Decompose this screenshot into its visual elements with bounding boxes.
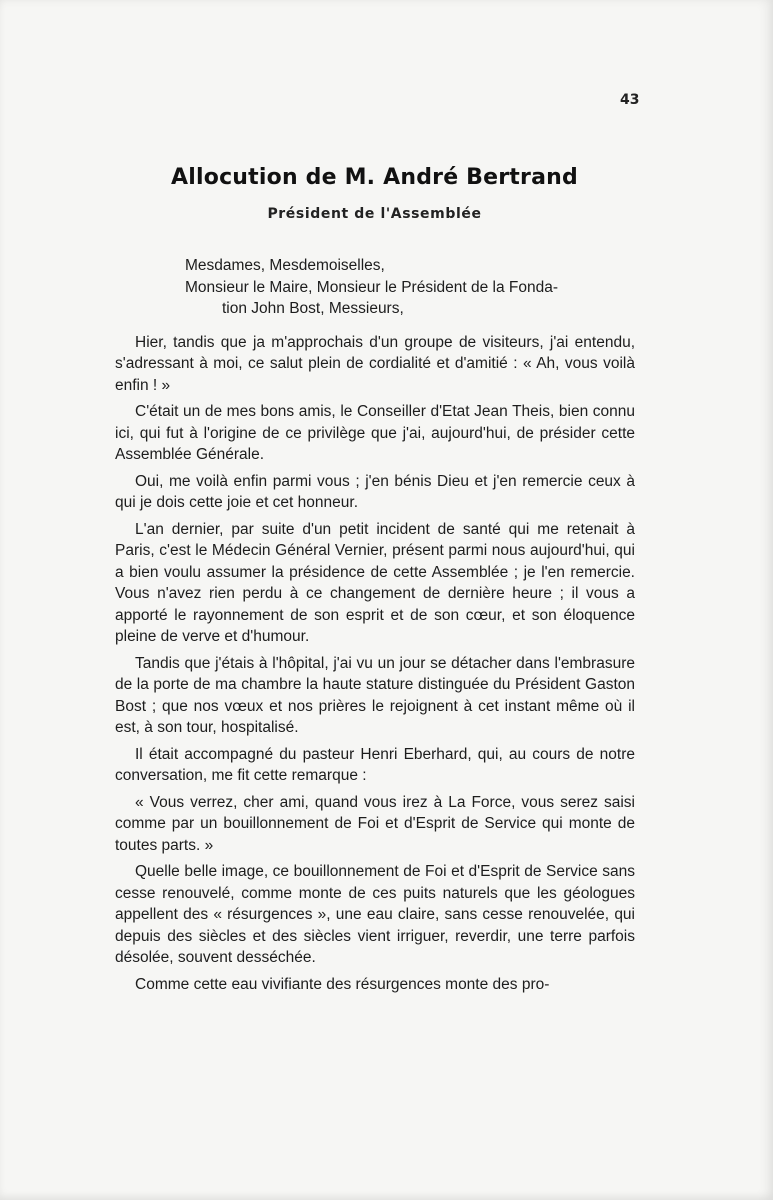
quote-paragraph: « Vous verrez, cher ami, quand vous irez à La Force, vous serez saisi comme par un bouillonnement de Foi et d'Esprit de Service qui monte de toutes parts. »: [115, 793, 635, 854]
salutation-line: Monsieur le Maire, Monsieur le Président de la Fonda-: [185, 278, 559, 296]
page-subtitle: Président de l'Assemblée: [267, 206, 482, 222]
salutation-line: tion John Bost, Messieurs,: [222, 300, 404, 317]
page-number: 43: [620, 92, 640, 108]
page-title: Allocution de M. André Bertrand: [171, 165, 578, 190]
salutation-line: Mesdames, Mesdemoiselles,: [185, 257, 385, 274]
paragraph: C'était un de mes bons amis, le Conseiller d'Etat Jean Theis, bien connu ici, qui fut à l'origine de ce privilège que j'ai, aujourd'hui, de présider cette Assemblée Générale.: [115, 403, 635, 463]
paragraph: Oui, me voilà enfin parmi vous ; j'en bénis Dieu et j'en remercie ceux à qui je dois cette joie et cet honneur.: [115, 472, 635, 511]
salutation: [115, 255, 635, 320]
paragraph: Il était accompagné du pasteur Henri Eberhard, qui, au cours de notre conversation, me fit cette remarque :: [115, 745, 635, 784]
paragraph: Hier, tandis que ja m'approchais d'un groupe de visiteurs, j'ai entendu, s'adressant à moi, ce salut plein de cordialité et d'amitié : « Ah, vous voilà enfin ! »: [115, 333, 635, 394]
paragraph: Comme cette eau vivifiante des résurgences monte des pro-: [135, 975, 550, 993]
speech-body: [115, 255, 635, 1000]
paragraph: Quelle belle image, ce bouillonnement de Foi et d'Esprit de Service sans cesse renouvelé, comme monte de ces puits naturels que les géologues appellent des « résurgences », une eau claire, sans cesse renouvelée, qui depuis des siècles et des siècles vient irriguer, reverdir, une terre parfois désolée, souvent desséchée.: [115, 863, 635, 966]
paragraph: L'an dernier, par suite d'un petit incident de santé qui me retenait à Paris, c'est le Médecin Général Vernier, présent parmi nous aujourd'hui, qui a bien voulu assumer la présidence de cette Assemblée ; je l'en remercie. Vous n'avez rien perdu à ce changement de dernière heure ; il vous a apporté le rayonnement de son esprit et de son cœur, et son éloquence pleine de verve et d'humour.: [115, 520, 635, 645]
paragraph: Tandis que j'étais à l'hôpital, j'ai vu un jour se détacher dans l'embrasure de la porte de ma chambre la haute stature distinguée du Président Gaston Bost ; que nos vœux et nos prières le rejoignent à cet instant même où il est, à son tour, hospitalisé.: [115, 654, 635, 736]
